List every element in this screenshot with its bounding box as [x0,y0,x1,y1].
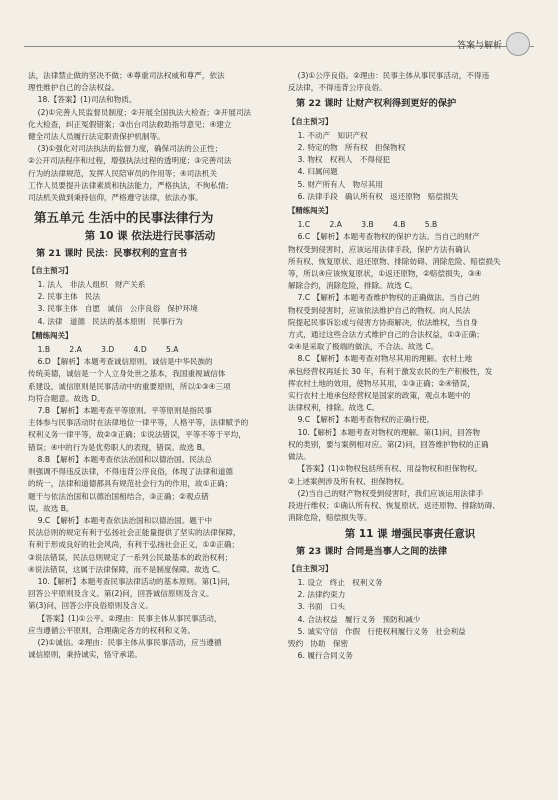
text-line: 4. 合法权益 履行义务 预防和减少 [288,614,421,624]
section-tag: 【自主预习】 [288,563,333,573]
text-line: 民法总则的规定有利于弘扬社会正能量提供了坚实的法律保障， [28,528,241,538]
text-line: 3. 物权 权利人 不得侵犯 [288,155,391,165]
text-line: 系建设，诚信原则是民事活动中的重要原则，所以①③④三项 [28,381,231,391]
text-line: 6. 法律手段 确认所有权 返还原物 赔偿损失 [288,191,459,201]
period-heading: 第 23 课时 合同是当事人之间的法律 [296,545,448,557]
text-line: 1.C 2.A 3.B 4.B 5.B [288,220,438,230]
text-line: 1.B 2.A 3.D 4.D 5.A [28,345,179,355]
text-line: 院提起民事诉讼或与侵害方协商解决，依法维权，当自身 [288,317,478,327]
text-line: 工作人员要提升法律素质和执法能力，严格执法，不徇私情； [28,180,234,190]
text-line: 回答公平原则及含义。第(2)问，回答诚信原则及含义。 [28,589,214,599]
text-line: 法律权利，排除。故选 C。 [288,403,380,413]
text-line: 行为的法律规范，发挥人民陪审员的作用等；④司法机关 [28,168,218,178]
text-line: (2)当自己的财产物权受到侵害时，我们应该运用法律手 [288,488,484,498]
text-line: 应当遵循公平原则，合理确定各方的权利和义务。 [28,625,196,635]
text-line: 有利于形成良好的社会风尚，有利于弘扬社会正义，①②正确； [28,540,240,550]
text-line: 错误；④中的行为是优势职人的表现，错误。故选 B。 [28,442,210,452]
text-line: 2. 民事主体 民法 [28,292,101,302]
text-line: 等，所以④应该恢复原状，①返还原物，②赔偿损失，③④ [288,269,482,279]
text-line: 9.C 【解析】本题考查依法治国和以德治国。题干中 [28,515,213,525]
text-line: 所有权、恢复原状、返还原物、排除妨碍、消除危险、赔偿损失 [288,256,501,266]
text-line: 1. 设立 终止 权利义务 [288,577,383,587]
text-line: ③说法错误，民法总则规定了一系列公民最基本的政治权利； [28,552,233,562]
text-line: 5. 财产所有人 物尽其用 [288,179,383,189]
text-line: 则强调不得违反法律，不得违背公序良俗，体现了法律和道德 [28,467,234,477]
right-column [288,70,532,662]
text-line: 反法律，不得违背公序良俗。 [288,83,387,93]
text-line: 18.【答案】(1)司法和物质。 [28,95,137,105]
text-line: 健全司法人员履行法定职责保护机制等。 [28,132,165,142]
text-line: 物权受到侵害时，应该依法维护自己的物权。向人民法 [288,305,471,315]
unit-heading: 第五单元 生活中的民事法律行为 [34,210,214,226]
text-line: 物权受到侵害时，应该运用法律手段，保护方法有确认 [288,244,471,254]
section-tag: 【精练闯关】 [288,206,333,216]
header-emblem-icon [506,32,530,56]
text-line: 10.【解析】本题考查对物权的理解。第(1)问，回答物 [288,427,480,437]
text-line: 挥农村土地的效用，使物尽其用，①③正确；②④错误， [288,378,475,388]
text-line: 6.D 【解析】本题考查诚信原则。诚信是中华民族的 [28,357,213,367]
text-line: 做法。 [288,452,311,462]
text-line: ④说法错误，这属于法律保障，而不是制度保障。故选 C。 [28,564,225,574]
text-line: 承包经营权再延长 30 年，有利于激发农民的生产积极性，发 [288,366,493,376]
period-heading: 第 22 课时 让财产权利得到更好的保护 [296,98,457,110]
text-line: 1. 法人 非法人组织 财产关系 [28,280,146,290]
section-tag: 【自主预习】 [288,116,333,126]
text-line: 6. 履行合同义务 [288,651,353,661]
text-line: 权的类别，要与案例相对应。第(2)问，回答维护物权的正确 [288,439,489,449]
text-line: ②公开司法程序和过程，增强执法过程的透明度；③完善司法 [28,156,232,166]
text-line: 4. 法律 道德 民法的基本原则 民事行为 [28,316,183,326]
text-line: 1. 不动产 知识产权 [288,130,368,140]
text-line: (2)①诚信。②理由：民事主体从事民事活动，应当遵循 [28,637,222,647]
text-line: 毁约 协助 保密 [288,638,349,648]
text-line: ②上述案例涉及所有权、担保物权。 [288,476,409,486]
text-line: 2. 法律约束力 [288,590,346,600]
text-line: 10.【解析】本题考查民事法律活动的基本原则。第(1)问， [28,576,236,586]
header-title: 答案与解析 [456,40,502,51]
lesson-heading: 第 10 课 依法进行民事活动 [84,230,216,243]
left-column [28,70,272,661]
text-line: 题干与依法治国和以德治国相结合，③正确；②观点错 [28,491,209,501]
text-line: 的统一，法律和道德都具有规范社会行为的作用，故①正确； [28,479,233,489]
text-line: 解除合约，消除危险，排除。故选 C。 [288,281,418,291]
text-line: 误。故选 B。 [28,503,74,513]
text-line: 段进行维权；①确认所有权、恢复原状、返还原物、排除妨碍、 [288,500,500,510]
text-line: ②④是采取了极端的做法，不合法。故选 C。 [288,342,439,352]
page-header [457,32,530,56]
text-line: 【答案】(1)①公平。②理由：民事主体从事民事活动， [28,613,222,623]
text-line: 6.C 【解析】本题考查物权的保护方法。当自己的财产 [288,232,480,242]
text-line: 4. 归属问题 [288,167,338,177]
text-line: 3. 书面 口头 [288,602,345,612]
text-line: 权利义务一律平等，故②③正确；①说法错误，平等不等于平均， [28,430,246,440]
text-line: 5. 诚实守信 作假 行使权利履行义务 社会利益 [288,626,466,636]
lesson-heading: 第 11 课 增强民事责任意识 [344,528,476,541]
period-heading: 第 21 课时 民法：民事权利的宣言书 [36,247,188,259]
text-line: 化大检查，纠正冤假错案；③出台司法救助指导意见；④建立 [28,119,232,129]
text-line: 方式，通过这些合法方式维护自己的合法权益，①③正确； [288,330,484,340]
text-line: 诚信原则，秉持诚实，恪守承诺。 [28,650,142,660]
text-line: 主体参与民事活动时在法律地位一律平等，人格平等，法律赋予的 [28,418,249,428]
text-line: (3)①强化对司法执法的监督力度，确保司法的公正性； [28,144,223,154]
text-line: 实行农村土地承包经营权是国家的政策，观点本题中的 [288,391,471,401]
text-line: 【答案】(1)①物权包括所有权、用益物权和担保物权。 [288,464,483,474]
text-line: 司法机关做到秉持信仰，严格遵守法律，依法办事。 [28,193,203,203]
text-line: 消除危险，赔偿损失等。 [288,513,372,523]
section-tag: 【自主预习】 [28,265,73,275]
text-line: 7.C 【解析】本题考查维护物权的正确做法。当自己的 [288,293,480,303]
text-line: 均符合题意。故选 D。 [28,393,105,403]
text-line: 传统美德，诚信是一个人立身处世之基本，我国重视诚信体 [28,369,226,379]
text-line: 2. 特定的物 所有权 担保物权 [288,143,406,153]
text-line: (3)①公序良俗。②理由：民事主体从事民事活动，不得违 [288,71,490,80]
text-line: 法，法律禁止做的坚决不做；④尊重司法权威和尊严，依法 [28,71,225,80]
text-line: 8.C 【解析】本题考查对物尽其用的理解。农村土地 [288,354,473,364]
text-line: 7.B 【解析】本题考查平等原则。平等原则是指民事 [28,406,212,416]
text-line: 3. 民事主体 自愿 诚信 公序良俗 保护环境 [28,304,198,314]
section-tag: 【精练闯关】 [28,330,73,340]
text-line: 9.C 【解析】本题考查物权的正确行使。 [288,415,435,425]
text-line: (2)①完善人民监督员制度；②开展全国执法大检查；③开展司法 [28,107,252,117]
text-line: 第(3)问，回答公序良俗原则及含义。 [28,601,153,611]
text-line: 理性维护自己的合法权益。 [28,83,120,93]
text-line: 8.B 【解析】本题考查依法治国和以德治国。民法总 [28,454,212,464]
